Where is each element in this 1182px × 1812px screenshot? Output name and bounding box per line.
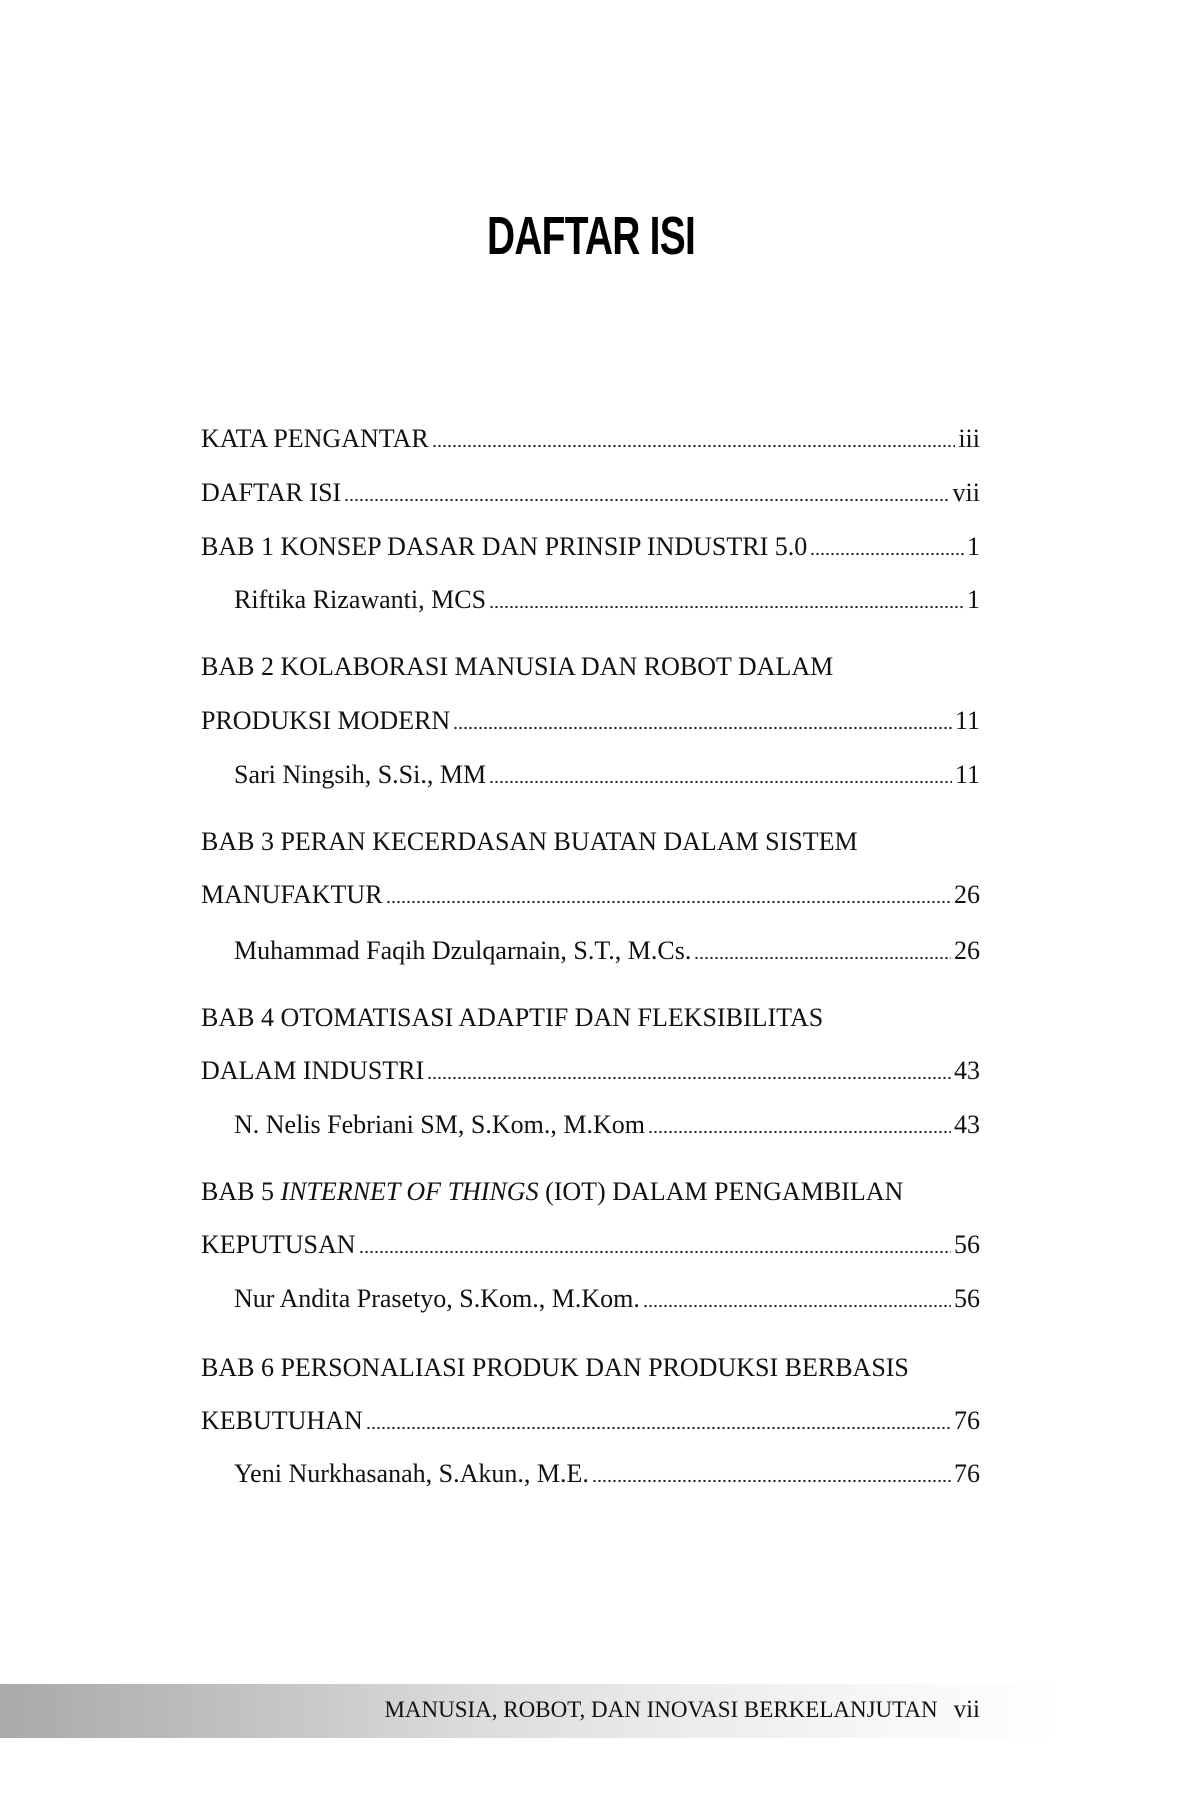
toc-entry-label: BAB 1 KONSEP DASAR DAN PRINSIP INDUSTRI 5.0 bbox=[201, 532, 808, 561]
toc-entry-label-italic: INTERNET OF THINGS bbox=[280, 1177, 539, 1206]
toc-entry-label: KEPUTUSAN bbox=[201, 1230, 356, 1259]
toc-author-page: 1 bbox=[967, 585, 980, 614]
toc-entry-bab-4-line-1[interactable] bbox=[201, 1001, 980, 1035]
toc-author-label: N. Nelis Febriani SM, S.Kom., M.Kom bbox=[234, 1110, 645, 1139]
dot-leader bbox=[643, 1304, 951, 1308]
toc-author-bab-1[interactable] bbox=[234, 583, 980, 617]
toc-entry-label bbox=[201, 1175, 903, 1209]
toc-entry-bab-4[interactable] bbox=[201, 1054, 980, 1088]
toc-entry-label: BAB 6 PERSONALIASI PRODUK DAN PRODUKSI BERBASIS bbox=[201, 1353, 909, 1382]
toc-entry-page: 1 bbox=[967, 532, 980, 561]
toc-entry-label: BAB 4 OTOMATISASI ADAPTIF DAN FLEKSIBILITAS bbox=[201, 1003, 824, 1032]
toc-entry-bab-5-line-1[interactable] bbox=[201, 1175, 980, 1209]
toc-entry-page: 43 bbox=[954, 1056, 980, 1085]
page-footer bbox=[384, 1693, 980, 1727]
toc-entry-bab-3-line-1[interactable] bbox=[201, 825, 980, 859]
toc-author-bab-5[interactable] bbox=[234, 1282, 980, 1316]
toc-entry-label: PRODUKSI MODERN bbox=[201, 706, 451, 735]
toc-entry-label: BAB 2 KOLABORASI MANUSIA DAN ROBOT DALAM bbox=[201, 652, 834, 681]
toc-author-page: 43 bbox=[954, 1110, 980, 1139]
dot-leader bbox=[810, 552, 964, 556]
toc-author-page: 76 bbox=[954, 1459, 980, 1488]
toc-entry-page: 11 bbox=[954, 706, 980, 735]
footer-page-number: vii bbox=[953, 1696, 980, 1723]
dot-leader bbox=[359, 1250, 951, 1254]
toc-entry-label-prefix: BAB 5 bbox=[201, 1177, 274, 1206]
toc-entry-bab-3[interactable] bbox=[201, 878, 980, 912]
dot-leader bbox=[366, 1426, 951, 1430]
dot-leader bbox=[489, 780, 952, 784]
dot-leader bbox=[453, 726, 952, 730]
toc-entry-page: 56 bbox=[954, 1230, 980, 1259]
dot-leader bbox=[648, 1130, 951, 1134]
toc-author-label: Yeni Nurkhasanah, S.Akun., M.E. bbox=[234, 1459, 589, 1488]
toc-entry-page: 76 bbox=[954, 1406, 980, 1435]
toc-entry-page: vii bbox=[952, 478, 980, 507]
toc-author-label: Riftika Rizawanti, MCS bbox=[234, 585, 487, 614]
toc-author-page: 56 bbox=[954, 1284, 980, 1313]
toc-entry-label: DAFTAR ISI bbox=[201, 478, 342, 507]
dot-leader bbox=[489, 605, 964, 609]
toc-author-label: Nur Andita Prasetyo, S.Kom., M.Kom. bbox=[234, 1284, 640, 1313]
toc-entry-label: KATA PENGANTAR bbox=[201, 424, 429, 453]
toc-entry-label: DALAM INDUSTRI bbox=[201, 1056, 425, 1085]
toc-entry-bab-2-line-1[interactable] bbox=[201, 650, 980, 684]
toc-entry-label: MANUFAKTUR bbox=[201, 880, 383, 909]
toc-author-bab-2[interactable] bbox=[234, 758, 980, 792]
dot-leader bbox=[432, 444, 956, 448]
toc-author-bab-4[interactable] bbox=[234, 1108, 980, 1142]
toc-entry-page: iii bbox=[958, 424, 980, 453]
toc-entry-label: BAB 3 PERAN KECERDASAN BUATAN DALAM SISTEM bbox=[201, 827, 858, 856]
toc-entry-label: KEBUTUHAN bbox=[201, 1406, 363, 1435]
dot-leader bbox=[386, 900, 951, 904]
toc-entry-bab-6[interactable] bbox=[201, 1404, 980, 1438]
toc-author-label: Muhammad Faqih Dzulqarnain, S.T., M.Cs. bbox=[234, 936, 692, 965]
toc-author-bab-3[interactable] bbox=[234, 934, 980, 968]
toc-entry-page: 26 bbox=[954, 880, 980, 909]
page-title: DAFTAR ISI bbox=[486, 206, 696, 266]
toc-author-page: 26 bbox=[954, 936, 980, 965]
toc-entry-label-suffix: (IOT) DALAM PENGAMBILAN bbox=[545, 1177, 904, 1206]
dot-leader bbox=[694, 956, 951, 960]
toc-author-bab-6[interactable] bbox=[234, 1457, 980, 1491]
toc-entry-daftar-isi[interactable] bbox=[201, 476, 980, 510]
dot-leader bbox=[592, 1479, 951, 1483]
dot-leader bbox=[427, 1076, 951, 1080]
toc-entry-bab-5[interactable] bbox=[201, 1228, 980, 1262]
toc-author-page: 11 bbox=[954, 760, 980, 789]
toc-entry-bab-2[interactable] bbox=[201, 704, 980, 738]
footer-book-title: MANUSIA, ROBOT, DAN INOVASI BERKELANJUTAN bbox=[384, 1697, 938, 1722]
toc-entry-kata-pengantar[interactable] bbox=[201, 422, 980, 456]
toc-author-label: Sari Ningsih, S.Si., MM bbox=[234, 760, 487, 789]
toc-entry-bab-6-line-1[interactable] bbox=[201, 1351, 980, 1385]
dot-leader bbox=[344, 498, 949, 502]
toc-entry-bab-1[interactable] bbox=[201, 530, 980, 564]
